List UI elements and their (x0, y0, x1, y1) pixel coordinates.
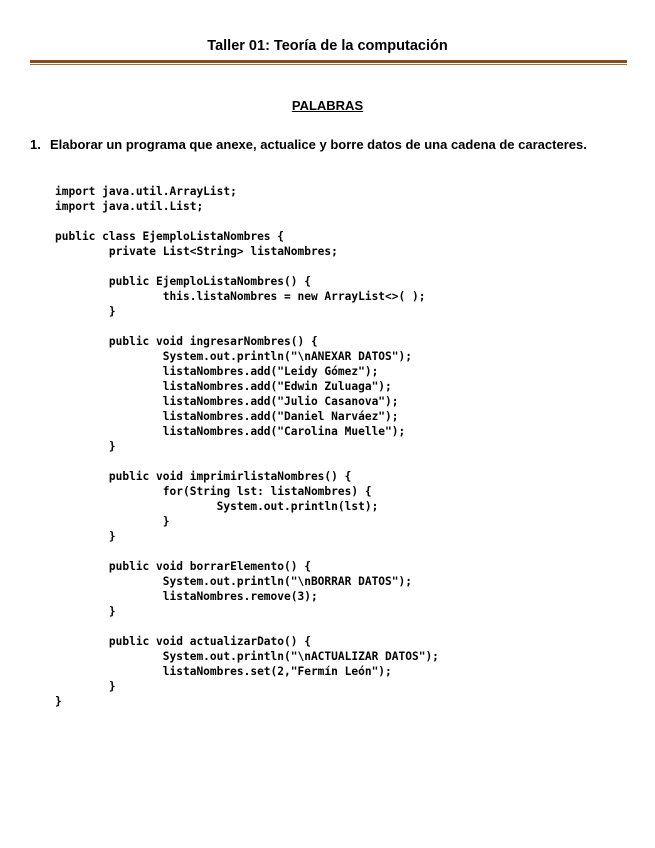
code-line (55, 619, 615, 634)
code-line: this.listaNombres = new ArrayList<>( ); (55, 290, 426, 303)
section-heading: PALABRAS (291, 98, 364, 113)
code-line (55, 544, 615, 559)
code-line: System.out.println("\nANEXAR DATOS"); (55, 350, 412, 363)
code-line: public void ingresarNombres() { (55, 335, 318, 348)
code-line: for(String lst: listaNombres) { (55, 485, 372, 498)
code-line: } (55, 440, 116, 453)
code-line: listaNombres.add("Julio Casanova"); (55, 395, 399, 408)
title-divider-thin (30, 64, 627, 65)
task-statement (30, 137, 640, 152)
code-line (55, 319, 615, 334)
code-line: public void actualizarDato() { (55, 635, 311, 648)
code-line (55, 214, 615, 229)
title-divider (30, 60, 627, 63)
code-line: import java.util.ArrayList; (55, 185, 237, 198)
code-line: public void imprimirlistaNombres() { (55, 470, 352, 483)
code-line: System.out.println("\nACTUALIZAR DATOS"); (55, 650, 439, 663)
code-line: } (55, 305, 116, 318)
code-line: System.out.println("\nBORRAR DATOS"); (55, 575, 412, 588)
code-line: listaNombres.set(2,"Fermín León"); (55, 665, 392, 678)
document-title: Taller 01: Teoría de la computación (207, 38, 448, 54)
code-line: listaNombres.add("Carolina Muelle"); (55, 425, 406, 438)
code-line: listaNombres.add("Daniel Narváez"); (55, 410, 399, 423)
code-line: public EjemploListaNombres() { (55, 275, 311, 288)
code-block (55, 184, 615, 709)
code-line: import java.util.List; (55, 200, 204, 213)
code-line: } (55, 530, 116, 543)
code-line: public class EjemploListaNombres { (55, 230, 285, 243)
code-line: listaNombres.add("Leidy Gómez"); (55, 365, 379, 378)
code-line (55, 454, 615, 469)
code-line: } (55, 680, 116, 693)
code-line: } (55, 695, 62, 708)
code-line: private List<String> listaNombres; (55, 245, 338, 258)
code-line: listaNombres.remove(3); (55, 590, 318, 603)
code-line: listaNombres.add("Edwin Zuluaga"); (55, 380, 392, 393)
code-line: System.out.println(lst); (55, 500, 379, 513)
code-line: } (55, 605, 116, 618)
task-number: 1. (30, 137, 41, 152)
code-line (55, 259, 615, 274)
code-line: public void borrarElemento() { (55, 560, 311, 573)
task-text: Elaborar un programa que anexe, actualice y borre datos de una cadena de caracteres. (50, 137, 587, 152)
code-line: } (55, 515, 170, 528)
